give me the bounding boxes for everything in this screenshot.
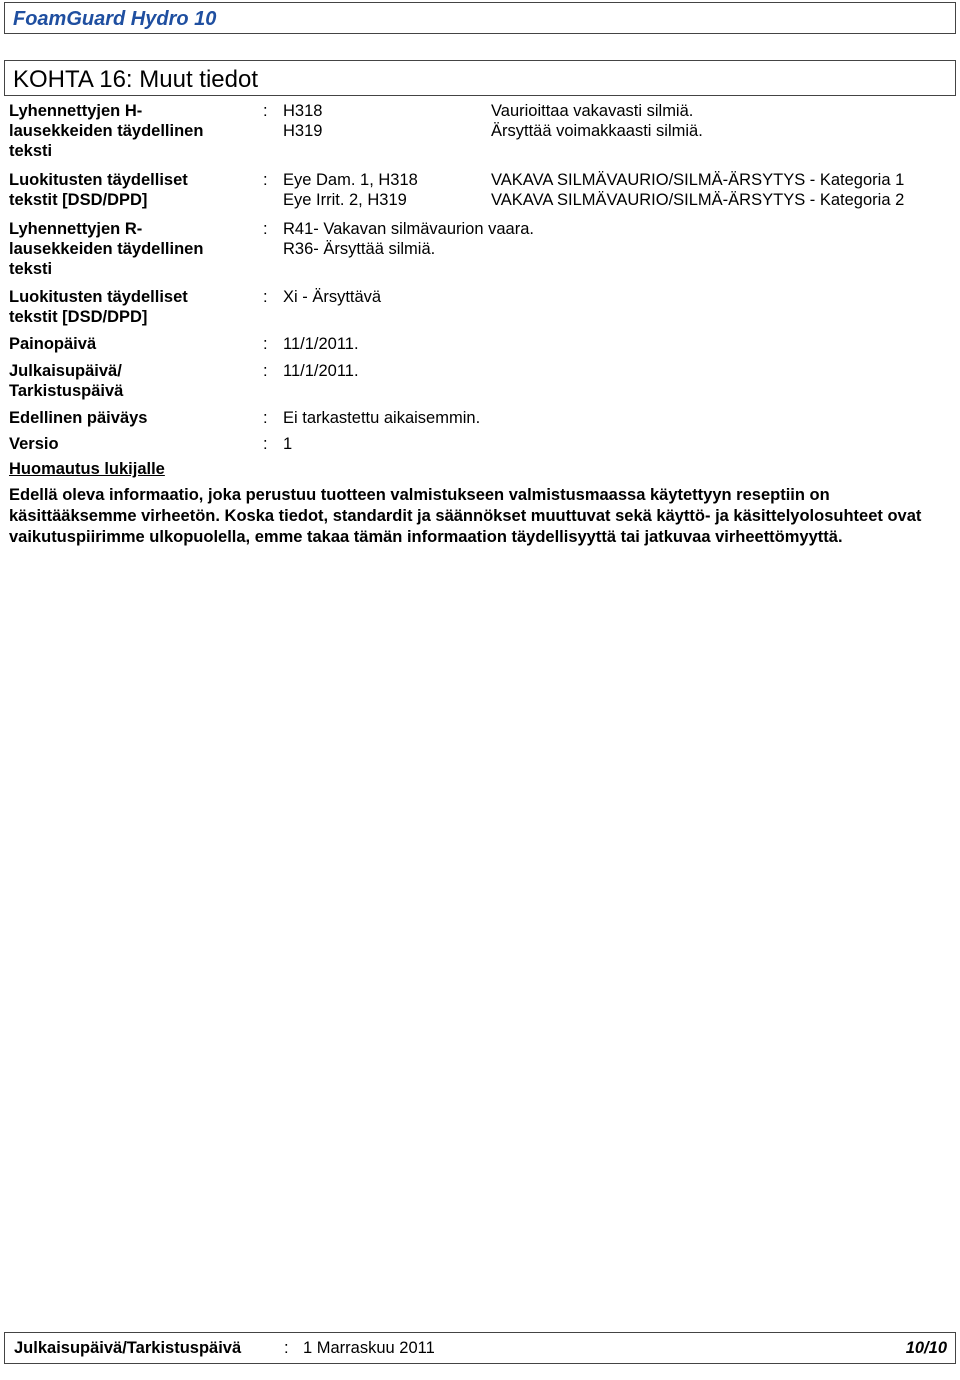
label-line: Luokitusten täydelliset xyxy=(9,171,188,189)
colon: : xyxy=(263,335,268,353)
classification-dsd-label xyxy=(9,287,188,327)
document-header xyxy=(4,2,956,34)
label-line: Lyhennettyjen H- xyxy=(9,102,143,120)
print-date-value: 11/1/2011. xyxy=(283,335,359,353)
classification-code: Eye Dam. 1, H318 xyxy=(283,171,418,189)
classification-dsd-value: Xi - Ärsyttävä xyxy=(283,288,382,306)
footer-date-label: Julkaisupäivä/Tarkistuspäivä xyxy=(14,1339,242,1357)
previous-date-value: Ei tarkastettu aikaisemmin. xyxy=(283,409,481,427)
label-line: Tarkistuspäivä xyxy=(9,382,124,400)
h-code: H318 xyxy=(283,102,323,120)
previous-date-label: Edellinen päiväys xyxy=(9,409,148,427)
label-line: Luokitusten täydelliset xyxy=(9,288,188,306)
r-phrase: R41- Vakavan silmävaurion vaara. xyxy=(283,220,534,238)
classification-texts xyxy=(491,170,904,210)
h-text-label xyxy=(9,101,203,161)
version-label: Versio xyxy=(9,435,59,453)
product-name: FoamGuard Hydro 10 xyxy=(13,8,217,30)
colon: : xyxy=(263,362,268,380)
label-line: lausekkeiden täydellinen xyxy=(9,122,204,140)
colon: : xyxy=(263,102,268,120)
label-line: lausekkeiden täydellinen xyxy=(9,240,204,258)
classification-codes xyxy=(283,170,418,210)
document-footer xyxy=(4,1332,956,1364)
notice-heading: Huomautus lukijalle xyxy=(9,460,165,478)
colon: : xyxy=(263,288,268,306)
label-line: tekstit [DSD/DPD] xyxy=(9,191,148,209)
colon: : xyxy=(263,171,268,189)
version-value: 1 xyxy=(283,435,293,453)
r-phrase: R36- Ärsyttää silmiä. xyxy=(283,240,436,258)
label-line: teksti xyxy=(9,142,53,160)
colon: : xyxy=(263,409,268,427)
footer-date-value: 1 Marraskuu 2011 xyxy=(303,1339,435,1357)
h-statement: Vaurioittaa vakavasti silmiä. xyxy=(491,102,694,120)
h-statement: Ärsyttää voimakkaasti silmiä. xyxy=(491,122,703,140)
classification-text: VAKAVA SILMÄVAURIO/SILMÄ-ÄRSYTYS - Kategoria 1 xyxy=(491,171,905,189)
label-line: tekstit [DSD/DPD] xyxy=(9,308,148,326)
colon: : xyxy=(263,220,268,238)
notice-text: Edellä oleva informaatio, joka perustuu tuotteen valmistukseen valmistusmaassa käytettyyn reseptiin on käsittääksemme virheetön. Koska tiedot, standardit ja säännökset muuttuvat sekä käyttö- ja käsittelyolosuhteet ovat vaikutuspiirimme ulkopuolella, emme takaa tämän informaation täydellisyyttä tai jatkuvaa virheettömyyttä. xyxy=(9,486,922,546)
issue-date-value: 11/1/2011. xyxy=(283,362,359,380)
h-codes xyxy=(283,101,322,141)
r-phrases xyxy=(283,219,534,259)
colon: : xyxy=(263,435,268,453)
classification-label xyxy=(9,170,188,210)
r-text-label xyxy=(9,219,203,279)
section-header xyxy=(4,60,956,96)
page-number: 10/10 xyxy=(905,1339,947,1357)
colon: : xyxy=(284,1339,289,1357)
print-date-label: Painopäivä xyxy=(9,335,97,353)
h-code: H319 xyxy=(283,122,323,140)
h-statements xyxy=(491,101,703,141)
section-title: KOHTA 16: Muut tiedot xyxy=(13,66,259,93)
classification-code: Eye Irrit. 2, H319 xyxy=(283,191,407,209)
label-line: Lyhennettyjen R- xyxy=(9,220,143,238)
label-line: Julkaisupäivä/ xyxy=(9,362,122,380)
classification-text: VAKAVA SILMÄVAURIO/SILMÄ-ÄRSYTYS - Kategoria 2 xyxy=(491,191,905,209)
label-line: teksti xyxy=(9,260,53,278)
issue-date-label xyxy=(9,361,123,401)
